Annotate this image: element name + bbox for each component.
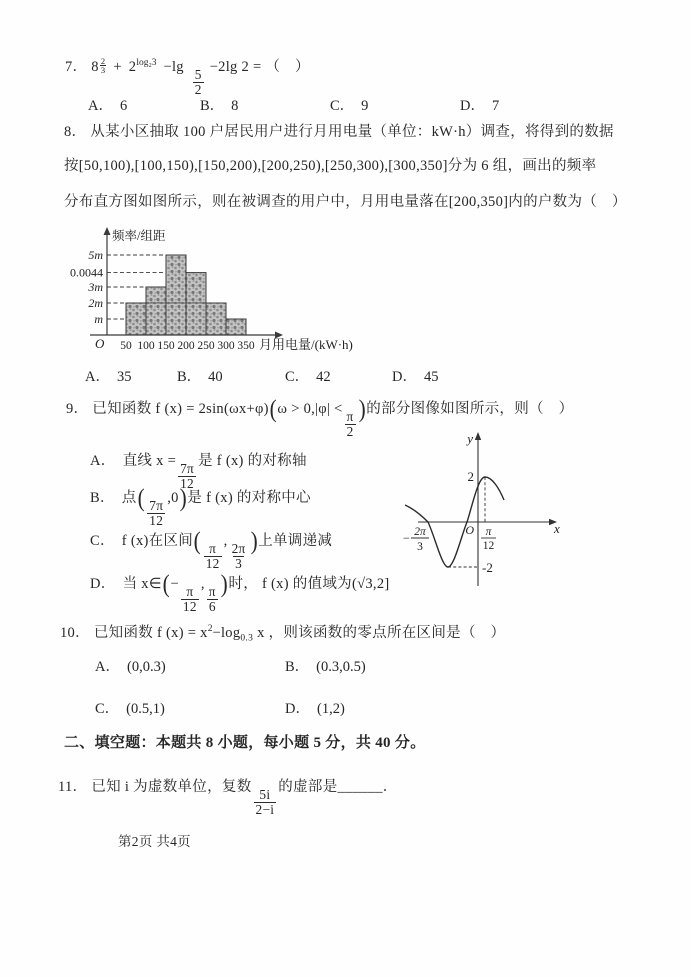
q11-stem: 11． 已知 i 为虚数单位，复数 $\frac{5i}{2-i}$ 的虚部是______． [58, 779, 398, 817]
q10-option-c: C． (0.5,1) [95, 701, 165, 717]
histogram-x-tick-label: 50 [120, 340, 132, 352]
neg-2pi-3-denominator: 3 [417, 541, 423, 553]
q11-fraction-5i-2-i: $\frac{5i}{2-i}$ [255, 787, 275, 817]
histogram-origin-label: O [95, 336, 105, 351]
q8-stem-line2: 按[50,100),[100,150),[150,200),[200,250),[250,300),[300,350]分为 6 组，画出的频率 [64, 158, 597, 174]
q7-number: 7． [65, 59, 88, 76]
q7-term1-base: 8 [91, 59, 99, 76]
histogram-x-tick-label: 250 [197, 340, 215, 352]
q11-number: 11． [58, 779, 88, 795]
histogram-bar [126, 303, 146, 335]
x-axis-label: x [554, 521, 560, 536]
q8-option-a: A． 35 [85, 369, 132, 385]
histogram-y-tick-label: 5m [88, 248, 103, 262]
histogram-bar [226, 319, 246, 335]
max-value-label: 2 [467, 469, 474, 484]
q7-term2-base: 2 [128, 59, 137, 76]
q7-stem [65, 52, 310, 97]
q9-fraction-pi-2: $\frac{\pi}{2}$ [346, 409, 354, 439]
fraction-pi-12: $\frac{\pi}{12}$ [205, 541, 220, 571]
q7-term1-exponent-fraction: $\frac{2}{3}$ [100, 55, 106, 76]
q7-options [0, 94, 691, 118]
fraction-2pi-3: $\frac{2\pi}{3}$ [231, 541, 246, 571]
q10-options-row1 [0, 655, 691, 679]
histogram-bar [206, 303, 226, 335]
pi-12-denominator: 12 [482, 540, 495, 552]
histogram-x-axis-title: 月用电量/(kW·h) [259, 337, 353, 352]
q9-number: 9． [66, 401, 89, 417]
pi-12-numerator: π [485, 526, 492, 538]
histogram-bar [166, 255, 186, 335]
histogram-x-tick-label: 350 [237, 340, 255, 352]
histogram-x-tick-label: 100 [137, 340, 155, 352]
neg-2pi-3-numerator: 2π [414, 526, 426, 538]
histogram-y-tick-label: m [94, 312, 103, 326]
q9-option-a: A． 直线 x = $\frac{7\pi}{12}$ 是 f (x) 的对称轴 [90, 453, 307, 491]
q8-stem-line3: 分布直方图如图所示，则在被调查的用户中，月用电量落在[200,350]内的户数为（ ） [64, 194, 627, 210]
q10-options-row2 [0, 697, 691, 721]
q10-stem: 10． 已知函数 f $(x) = x^2-\log_{0.3}$ x ，则该函数的零点所在区间是（ ） [60, 624, 506, 644]
histogram-bar [146, 287, 166, 335]
histogram-bar [186, 273, 206, 335]
fraction-7pi-12: $\frac{7\pi}{12}$ [180, 461, 195, 491]
y-axis-label: y [467, 431, 473, 446]
q10-option-b: B． (0.3,0.5) [285, 659, 366, 675]
q10-option-d: D． (1,2) [285, 701, 345, 717]
histogram-y-tick-label: 2m [88, 296, 103, 310]
q7-term2-exponent: log₂3 [136, 58, 157, 68]
q7-tail: −2lg 2 = （ ） [209, 59, 310, 76]
y-axis-arrow [104, 227, 111, 235]
q8-option-c: C． 42 [285, 369, 331, 385]
q8-option-b: B． 40 [177, 369, 223, 385]
page-footer: 第2页 共4页 [118, 834, 191, 849]
q9-stem: 9． 已知函数 f (x) = 2sin(ωx+φ)(ω > 0,|φ| < $\frac{\pi}{2}$ )的部分图像如图所示，则（ ） [66, 395, 574, 439]
q10-log-base: 0.3 [240, 633, 254, 644]
q8-options [0, 365, 691, 389]
min-value-label: -2 [482, 560, 493, 575]
fraction-7pi-12: $\frac{7\pi}{12}$ [149, 498, 164, 528]
q7-option-a: A． 6 [88, 98, 128, 114]
q10-exponent: 2 [207, 624, 213, 634]
histogram-y-tick-label: 3m [88, 280, 103, 294]
q9-option-b: B． 点( $\frac{7\pi}{12}$ ,0)是 f (x) 的对称中心 [90, 484, 311, 528]
histogram-x-tick-label: 150 [157, 340, 175, 352]
histogram-x-tick-label: 200 [177, 340, 195, 352]
q7-fraction-5-2: $\frac{5}{2}$ [194, 67, 202, 98]
sine-graph-figure [402, 430, 582, 592]
q7-option-c: C． 9 [330, 98, 369, 114]
q10-option-a: A． (0,0.3) [95, 659, 166, 675]
q9-option-d: D． 当 x∈(− $\frac{\pi}{12}$ , $\frac{\pi}{6}$ )时， f (x) 的值域为(√3,2] [90, 570, 390, 614]
q7-option-b: B． 8 [200, 98, 239, 114]
q7-minus-lg: −lg [163, 59, 184, 76]
q10-number: 10． [60, 625, 90, 642]
fraction-pi-6: $\frac{\pi}{6}$ [208, 584, 216, 614]
q8-number: 8． [64, 124, 87, 140]
q7-option-d: D． 7 [460, 98, 500, 114]
section2-header: 二、填空题：本题共 8 小题，每小题 5 分，共 40 分。 [64, 735, 426, 751]
q8-stem-line1: 8． 从某小区抽取 100 户居民用户进行月用电量（单位：kW·h）调查，将得到的数据 [64, 124, 614, 140]
neg-2pi-3-minus: − [403, 531, 410, 545]
q7-plus: + [113, 59, 122, 76]
frequency-histogram-figure [62, 224, 462, 366]
q8-option-d: D． 45 [392, 369, 439, 385]
q9-option-c: C． f (x)在区间( $\frac{\pi}{12}$ , $\frac{2\pi}{3}$ )上单调递减 [90, 527, 333, 571]
histogram-y-tick-label: 0.0044 [70, 265, 103, 280]
y-axis-arrow [475, 432, 481, 440]
origin-label: O [465, 523, 474, 537]
histogram-x-tick-label: 300 [217, 340, 235, 352]
histogram-y-axis-title: 频率/组距 [112, 229, 166, 243]
fraction-pi-12: $\frac{\pi}{12}$ [182, 584, 197, 614]
